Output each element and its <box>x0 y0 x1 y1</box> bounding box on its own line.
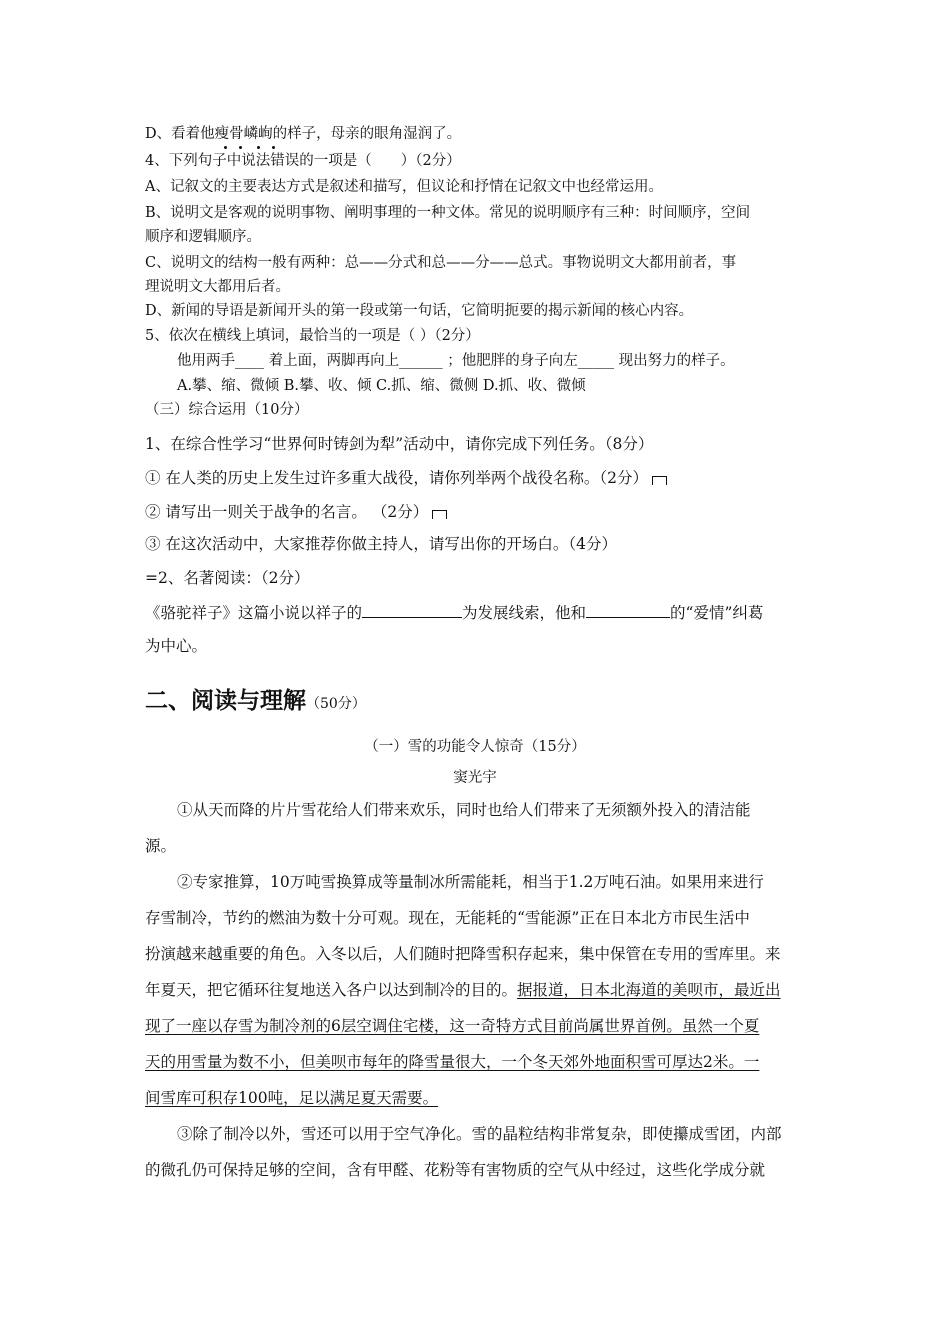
emphasis-dot <box>272 146 275 149</box>
task-2-stem: =2、名著阅读：（2分） <box>145 569 310 587</box>
question-4-option-c-line2: 理说明文大都用后者。 <box>145 279 290 295</box>
article-title: （一）雪的功能令人惊奇（15分） <box>364 739 586 755</box>
article-p3-line2: 的微孔仍可保持足够的空间，含有甲醛、花粉等有害物质的空气从中经过，这些化学成分就 <box>145 1161 766 1179</box>
question-4-option-d: D、新闻的导语是新闻开头的第一段或第一句话，它简明扼要的揭示新闻的核心内容。 <box>145 303 694 319</box>
answer-mark-icon <box>432 510 447 519</box>
article-p1-line2: 源。 <box>145 837 177 855</box>
task-1-item-1-text: ① 在人类的历史上发生过许多重大战役，请你列举两个战役名称。（2分） <box>145 469 649 487</box>
answer-mark-icon <box>652 476 667 485</box>
novel-text-a: 《骆驼祥子》这篇小说以祥子的 <box>145 604 363 622</box>
article-p2-line4 <box>145 980 781 1000</box>
article-p2-line6: 天的用雪量为数不小，但美呗市每年的降雪量很大，一个冬天郊外地面积雪可厚达2米。一 <box>145 1053 760 1071</box>
answer-blank[interactable] <box>362 602 462 618</box>
article-p2-line2: 存雪制冷，节约的燃油为数十分可观。现在，无能耗的“雪能源”正在日本北方市民生活中 <box>145 909 750 927</box>
task-1-item-1 <box>145 468 667 488</box>
article-p2-line5: 现了一座以存雪为制冷剂的6层空调住宅楼，这一奇特方式目前尚属世界首例。虽然一个夏 <box>145 1017 760 1035</box>
article-p2-line3: 扮演越来越重要的角色。入冬以后，人们随时把降雪积存起来，集中保管在专用的雪库里。来 <box>145 945 781 963</box>
section-3-title: （三）综合运用（10分） <box>145 402 309 418</box>
question-5-sentence: 他用两手____ 着上面，两脚再向上______ ；他肥胖的身子向左_____ 现出努力的样子。 <box>177 353 735 369</box>
novel-text-b: 为发展线索，他和 <box>462 604 587 622</box>
emphasis-dot <box>257 146 260 149</box>
article-p2-line1: ②专家推算，10万吨雪换算成等量制冰所需能耗，相当于1.2万吨石油。如果用来进行 <box>177 873 764 891</box>
part-2-heading <box>145 682 366 715</box>
question-4-stem: 4、下列句子中说法错误的一项是（ ）（2分） <box>145 153 461 169</box>
question-4-option-b-line1: B、说明文是客观的说明事物、阐明事理的一种文体。常见的说明顺序有三种：时间顺序，空间 <box>145 205 751 221</box>
article-author: 窦光宇 <box>453 770 497 786</box>
task-1-item-3: ③ 在这次活动中，大家推荐你做主持人，请写出你的开场白。（4分） <box>145 535 618 553</box>
question-5-options: A.攀、缩、微倾 B.攀、收、倾 C.抓、缩、微侧 D.抓、收、微倾 <box>177 378 586 394</box>
article-p2-underlined-start: 据报道，日本北海道的美呗市，最近出 <box>517 981 781 999</box>
article-p2-line4-plain: 年夏天，把它循环往复地送入各户以达到制冷的目的。 <box>145 981 518 999</box>
question-4-option-c-line1: C、说明文的结构一般有两种：总——分式和总——分——总式。事物说明文大都用前者，事 <box>145 255 737 271</box>
novel-text-c: 的“爱情”纠葛 <box>670 604 764 622</box>
option-d-q3: D、看着他瘦骨嶙峋的样子，母亲的眼角湿润了。 <box>145 126 462 142</box>
task-1-item-2 <box>145 502 447 522</box>
task-1-stem: 1、在综合性学习“世界何时铸剑为犁”活动中，请你完成下列任务。（8分） <box>145 435 654 453</box>
novel-question-line1 <box>145 602 763 623</box>
article-p2-line7: 间雪库可积存100吨，足以满足夏天需要。 <box>145 1089 439 1107</box>
article-p1-line1: ①从天而降的片片雪花给人们带来欢乐，同时也给人们带来了无须额外投入的清洁能 <box>177 801 751 819</box>
part-2-title: 二、阅读与理解 <box>145 688 306 714</box>
part-2-score: （50分） <box>306 696 366 712</box>
question-4-option-a: A、记叙文的主要表达方式是叙述和描写，但议论和抒情在记叙文中也经常运用。 <box>145 179 663 195</box>
novel-question-line2: 为中心。 <box>145 637 208 655</box>
answer-blank[interactable] <box>586 602 670 618</box>
emphasis-dot <box>239 146 242 149</box>
task-1-item-2-text: ② 请写出一则关于战争的名言。 （2分） <box>145 503 429 521</box>
question-5-stem: 5、依次在横线上填词，最恰当的一项是（ ）（2分） <box>145 328 480 344</box>
emphasis-dot <box>224 146 227 149</box>
article-p3-line1: ③除了制冷以外，雪还可以用于空气净化。雪的晶粒结构非常复杂，即使攥成雪团，内部 <box>177 1125 782 1143</box>
question-4-option-b-line2: 顺序和逻辑顺序。 <box>145 229 261 245</box>
